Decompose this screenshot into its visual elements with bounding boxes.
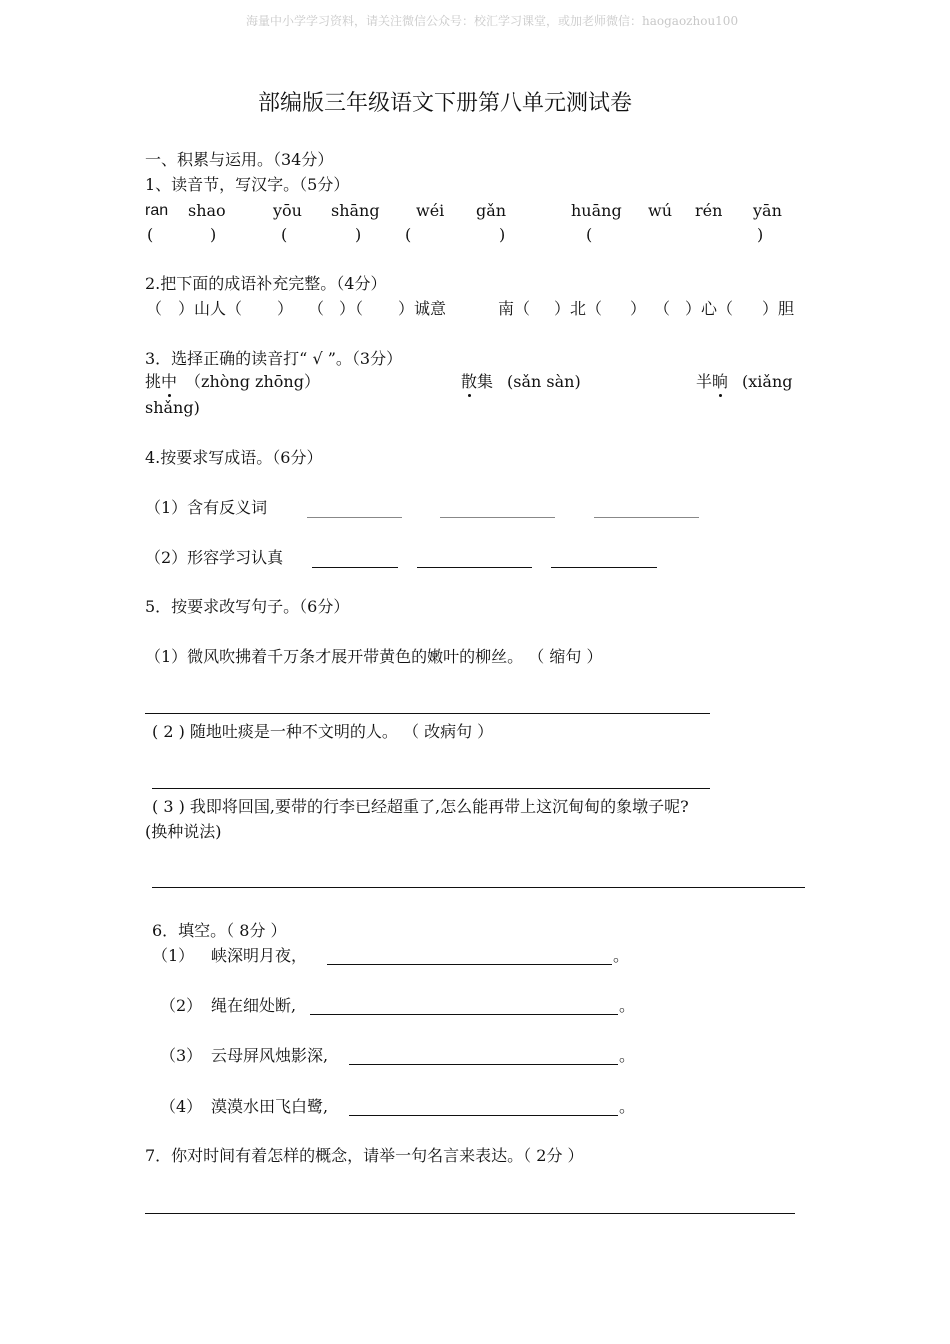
pinyin: gǎn (476, 201, 507, 220)
answer-paren: ) (499, 225, 506, 244)
answer-line[interactable] (312, 567, 398, 568)
question-5-item-2: ( 2 ) 随地吐痰是一种不文明的人。 （ 改病句 ） (152, 722, 494, 741)
question-2-heading: 2.把下面的成语补充完整。（4分） (145, 274, 387, 293)
answer-line[interactable] (551, 567, 657, 568)
answer-paren: ) (355, 225, 362, 244)
pinyin: wéi (416, 201, 445, 220)
fill-item-end: 。 (619, 1046, 636, 1065)
fill-item-number: （4） (160, 1097, 203, 1116)
fill-item-number: （2） (160, 996, 203, 1015)
question-5-heading: 5．按要求改写句子。（6分） (145, 597, 350, 616)
answer-line[interactable] (307, 517, 402, 518)
answer-line[interactable] (417, 567, 532, 568)
watermark-text: 海量中小学学习资料，请关注微信公众号：校汇学习课堂，或加老师微信：haogaozhou100 (246, 14, 739, 28)
answer-line[interactable] (349, 1064, 618, 1065)
idiom-blank-part: ）诚意 (398, 299, 447, 318)
idiom-blank-part: ）胆 (762, 299, 795, 318)
section-heading: 一、积累与运用。（34分） (145, 150, 334, 169)
idiom-blank-part: ） (630, 299, 647, 318)
question-6-heading: 6．填空。（ 8分 ） (152, 921, 287, 940)
answer-paren: ( (281, 225, 288, 244)
answer-paren: ) (757, 225, 764, 244)
idiom-blank-part: ）心（ (685, 299, 734, 318)
idiom-blank-part: （ (146, 299, 163, 318)
question-5-item-1: （1）微风吹拂着千万条才展开带黄色的嫩叶的柳丝。 （ 缩句 ） (145, 647, 603, 666)
pinyin: huāng (571, 201, 622, 220)
idiom-blank-part: （ (654, 299, 671, 318)
pinyin: yān (753, 201, 782, 220)
answer-line[interactable] (152, 887, 805, 888)
answer-paren: ( (147, 225, 154, 244)
emphasis-char: 晌 (712, 372, 729, 391)
idiom-blank-part: ） (277, 299, 294, 318)
answer-line[interactable] (327, 964, 612, 965)
idiom-blank-part: ）北（ (554, 299, 603, 318)
idiom-blank-part: （ (308, 299, 325, 318)
fill-item-end: 。 (613, 946, 630, 965)
answer-paren: ) (210, 225, 217, 244)
fill-item-text: 绳在细处断, (211, 996, 297, 1015)
answer-paren: ( (586, 225, 593, 244)
question-1-heading: 1、读音节，写汉字。（5分） (145, 175, 350, 194)
page-title: 部编版三年级语文下册第八单元测试卷 (258, 91, 633, 116)
fill-item-text: 云母屏风烛影深, (211, 1046, 329, 1065)
answer-paren: ( (405, 225, 412, 244)
question-5-item-3-continued: (换种说法) (145, 822, 222, 841)
fill-item-end: 。 (619, 1097, 636, 1116)
question-5-item-3: ( 3 ) 我即将回国,要带的行李已经超重了,怎么能再带上这沉甸甸的象墩子呢? (152, 797, 689, 816)
fill-item-end: 。 (619, 996, 636, 1015)
emphasis-char: 散 (461, 372, 478, 391)
pinyin: wú (648, 201, 672, 220)
answer-line[interactable] (152, 788, 710, 789)
reading-choice-a: 挑中 （zhòng zhōng） (145, 372, 320, 391)
fill-item-text: 漠漠水田飞白鹭, (211, 1097, 329, 1116)
fill-item-number: （3） (160, 1046, 203, 1065)
question-4-heading: 4.按要求写成语。（6分） (145, 448, 323, 467)
reading-choice-b: 散集 (sǎn sàn) (461, 372, 581, 391)
idiom-blank-part: 南（ (498, 299, 531, 318)
pinyin: shāng (331, 201, 380, 220)
pinyin: yōu (273, 201, 302, 220)
reading-choice-c-continued: shǎng) (145, 398, 200, 417)
fill-item-text: 峡深明月夜， (211, 946, 308, 965)
reading-choice-c: 半晌 (xiǎng (696, 372, 793, 391)
answer-line[interactable] (594, 517, 699, 518)
question-7-heading: 7．你对时间有着怎样的概念，请举一句名言来表达。（ 2分 ） (145, 1146, 584, 1165)
answer-line[interactable] (145, 1213, 795, 1214)
pinyin: rén (695, 201, 723, 220)
idiom-blank-part: ）（ (339, 299, 364, 318)
answer-line[interactable] (440, 517, 555, 518)
question-3-heading: 3．选择正确的读音打“ √ ”。（3分） (145, 349, 403, 368)
emphasis-char: 中 (161, 372, 178, 391)
question-4-item-2: （2）形容学习认真 (145, 548, 284, 567)
answer-line[interactable] (145, 713, 710, 714)
answer-line[interactable] (349, 1115, 618, 1116)
fill-item-number: （1） (152, 946, 195, 965)
pinyin: shao (188, 201, 226, 220)
idiom-blank-part: ）山人（ (178, 299, 243, 318)
question-4-item-1: （1）含有反义词 (145, 498, 268, 517)
answer-line[interactable] (310, 1014, 618, 1015)
pinyin: ran (145, 202, 169, 219)
